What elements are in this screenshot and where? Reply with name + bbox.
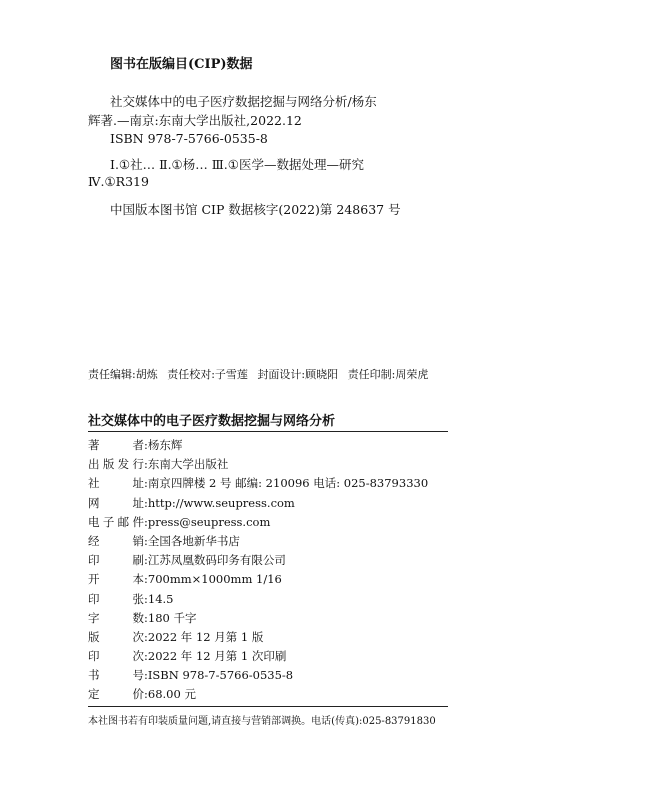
- info-row-website: 网址 : http://www.seupress.com: [88, 494, 468, 513]
- info-value: ISBN 978-7-5766-0535-8: [147, 668, 294, 683]
- info-row-edition: 版次 : 2022 年 12 月第 1 版: [88, 628, 468, 647]
- info-label: 印刷: [88, 553, 144, 568]
- cip-publisher-line: 辉著.—南京:东南大学出版社,2022.12: [88, 113, 302, 128]
- info-label: 印次: [88, 649, 144, 664]
- info-value: 14.5: [147, 591, 174, 606]
- info-value: 东南大学出版社: [147, 457, 229, 472]
- info-row-publisher: 出版发行 : 东南大学出版社: [88, 455, 468, 474]
- info-label: 电子邮件: [88, 514, 144, 529]
- book-title: 社交媒体中的电子医疗数据挖掘与网络分析: [88, 414, 336, 429]
- info-label: 字数: [88, 610, 144, 625]
- info-row-distributor: 经销 : 全国各地新华书店: [88, 532, 468, 551]
- info-row-address: 社址 : 南京四牌楼 2 号 邮编: 210096 电话: 025-83793330: [88, 474, 468, 493]
- info-value: 杨东辉: [147, 438, 183, 452]
- divider-top: [88, 431, 448, 432]
- info-row-isbn: 书号 : ISBN 978-7-5766-0535-8: [88, 666, 468, 685]
- credits-line: [88, 366, 434, 382]
- info-value: 南京四牌楼 2 号 邮编: 210096 电话: 025-83793330: [147, 476, 429, 491]
- info-row-email: 电子邮件 : press@seupress.com: [88, 513, 468, 532]
- publication-info-table: [88, 436, 468, 705]
- info-row-word-count: 字数 : 180 千字: [88, 609, 468, 628]
- info-label: 定价: [88, 687, 144, 702]
- info-value: 180 千字: [147, 610, 197, 625]
- info-label: 版次: [88, 629, 144, 644]
- cip-subject-line: Ⅰ.①社… Ⅱ.①杨… Ⅲ.①医学—数据处理—研究: [110, 157, 364, 172]
- info-value: 700mm×1000mm 1/16: [147, 572, 282, 587]
- info-label: 开本: [88, 572, 144, 587]
- info-value: 2022 年 12 月第 1 版: [147, 629, 264, 644]
- cip-isbn-line: ISBN 978-7-5766-0535-8: [110, 131, 268, 146]
- credit-cover-design: 封面设计:顾晓阳: [257, 368, 339, 381]
- info-row-format: 开本 : 700mm×1000mm 1/16: [88, 570, 468, 589]
- credit-editor: 责任编辑:胡炼: [88, 368, 158, 381]
- info-value: 68.00 元: [147, 687, 196, 702]
- cip-record-number: 中国版本图书馆 CIP 数据核字(2022)第 248637 号: [110, 202, 401, 217]
- info-label: 社址: [88, 476, 144, 491]
- info-value: http://www.seupress.com: [147, 495, 295, 510]
- cip-heading: 图书在版编目(CIP)数据: [110, 57, 253, 72]
- footer-note: 本社图书若有印装质量问题,请直接与营销部调换。电话(传真):025-83791830: [88, 716, 436, 727]
- info-label: 印张: [88, 591, 144, 606]
- info-row-printer: 印刷 : 江苏凤凰数码印务有限公司: [88, 551, 468, 570]
- info-label: 出版发行: [88, 457, 144, 472]
- credit-printing: 责任印制:周荣虎: [347, 368, 429, 381]
- info-value: 全国各地新华书店: [147, 533, 240, 548]
- info-label: 经销: [88, 533, 144, 548]
- cip-title-line: 社交媒体中的电子医疗数据挖掘与网络分析/杨东: [110, 94, 377, 109]
- credit-proofreader: 责任校对:子雪莲: [167, 368, 248, 381]
- cip-classification-line: Ⅳ.①R319: [88, 174, 149, 189]
- info-row-author: 著者 : 杨东辉: [88, 436, 468, 455]
- info-label: 网址: [88, 495, 144, 510]
- divider-bottom: [88, 706, 448, 707]
- info-value: 2022 年 12 月第 1 次印刷: [147, 649, 287, 664]
- info-row-price: 定价 : 68.00 元: [88, 685, 468, 704]
- info-row-sheets: 印张 : 14.5: [88, 590, 468, 609]
- info-label: 著者: [88, 438, 144, 452]
- info-value: press@seupress.com: [147, 514, 271, 529]
- info-row-printing: 印次 : 2022 年 12 月第 1 次印刷: [88, 647, 468, 666]
- info-value: 江苏凤凰数码印务有限公司: [147, 553, 286, 568]
- info-label: 书号: [88, 668, 144, 683]
